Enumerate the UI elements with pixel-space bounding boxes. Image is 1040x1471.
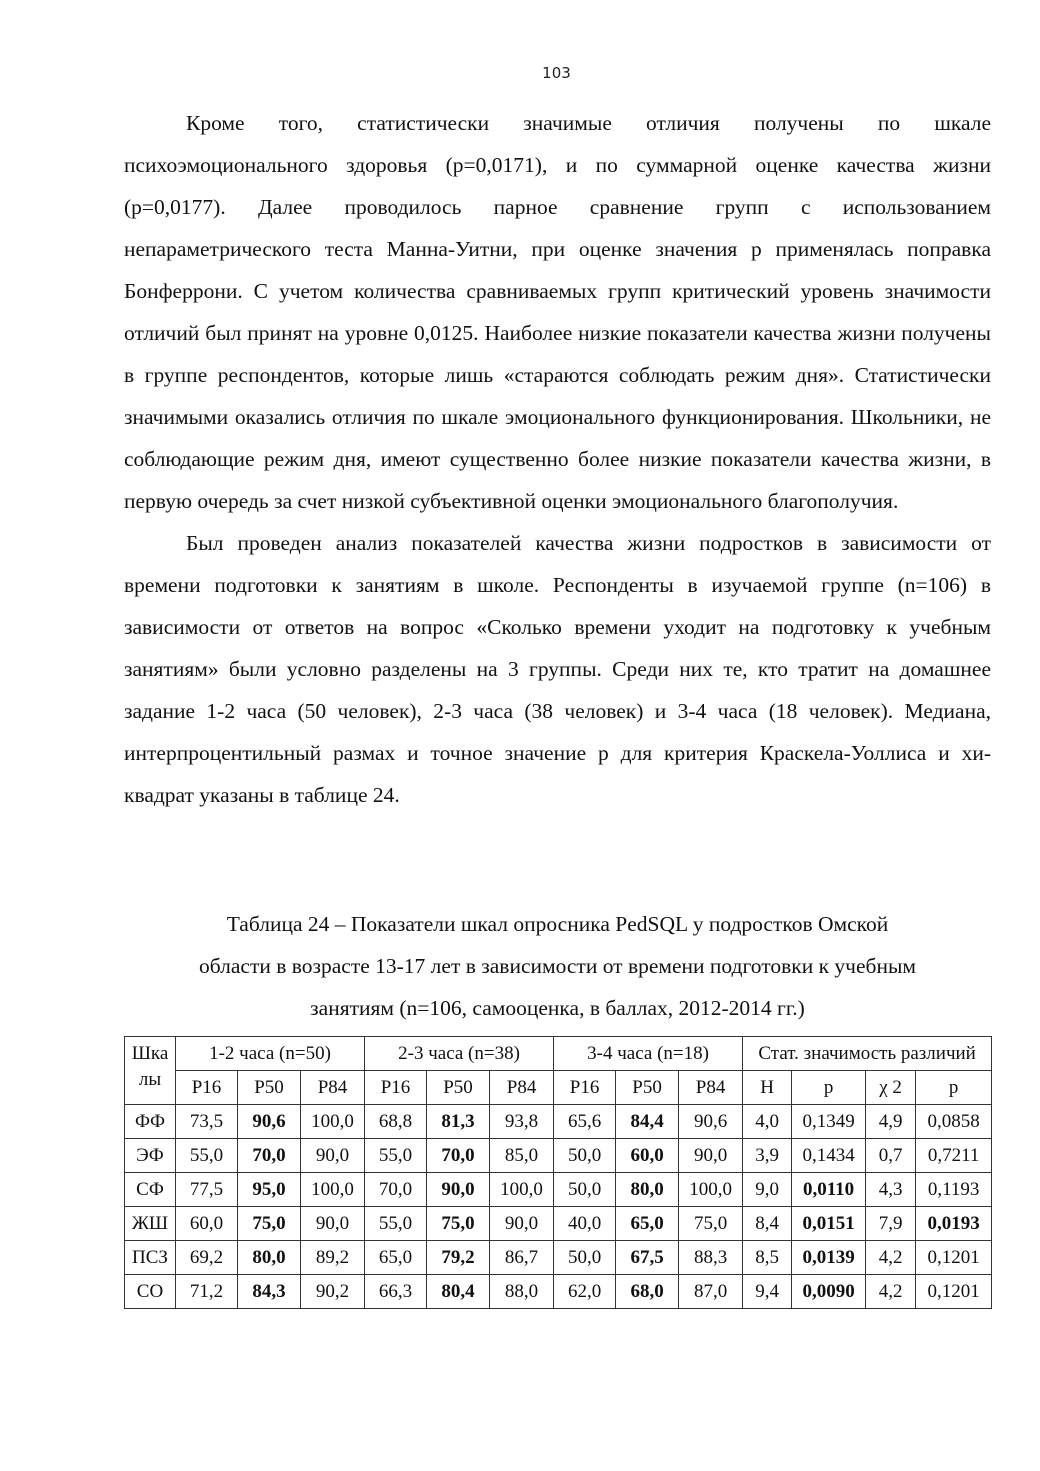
table-cell: 68,8: [365, 1105, 427, 1139]
table-cell: 0,0139: [792, 1241, 866, 1275]
table-cell: 100,0: [301, 1173, 365, 1207]
subheader-cell: P84: [490, 1071, 554, 1105]
table-cell: 8,5: [743, 1241, 792, 1275]
table-cell: 62,0: [554, 1275, 616, 1309]
table-cell: 67,5: [616, 1241, 679, 1275]
table-cell: 65,0: [365, 1241, 427, 1275]
table-header-row: [125, 1037, 992, 1071]
table-cell: 84,3: [238, 1275, 301, 1309]
table-cell: 0,1193: [916, 1173, 992, 1207]
subheader-cell: P16: [554, 1071, 616, 1105]
table-caption: [124, 903, 991, 1029]
table-cell: 88,3: [679, 1241, 743, 1275]
table-cell: 80,0: [238, 1241, 301, 1275]
table-cell: 93,8: [490, 1105, 554, 1139]
table-cell: 90,0: [301, 1207, 365, 1241]
paragraph-2: Был проведен анализ показателей качества жизни подростков в зависимости от времени подготовки к занятиям в школе. Респонденты в изучаемой группе (n=106) в зависимости от ответов на вопрос «Сколько времени уходит на подготовку к учебным занятиям» были условно разделены на 3 группы. Среди них те, кто тратит на домашнее задание 1-2 часа (50 человек), 2-3 часа (38 человек) и 3-4 часа (18 человек). Медиана, интерпроцентильный размах и точное значение p для критерия Краскела-Уоллиса и хи-квадрат указаны в таблице 24.: [124, 531, 991, 807]
table-cell: 100,0: [490, 1173, 554, 1207]
table-cell: 75,0: [679, 1207, 743, 1241]
table-cell: 73,5: [176, 1105, 238, 1139]
table-row: [125, 1207, 992, 1241]
table-cell: 4,2: [866, 1275, 916, 1309]
group-header-2-3h: 2-3 часа (n=38): [365, 1037, 554, 1071]
table-cell: 0,1434: [792, 1139, 866, 1173]
row-scale-cell: ФФ: [125, 1105, 176, 1139]
table-cell: 0,1201: [916, 1241, 992, 1275]
table-cell: 71,2: [176, 1275, 238, 1309]
subheader-cell: P50: [238, 1071, 301, 1105]
table-cell: 81,3: [427, 1105, 490, 1139]
subheader-cell: P50: [427, 1071, 490, 1105]
table-cell: 9,0: [743, 1173, 792, 1207]
table-cell: 69,2: [176, 1241, 238, 1275]
table-cell: 4,0: [743, 1105, 792, 1139]
table-caption-line-1: Таблица 24 – Показатели шкал опросника PedSQL у подростков Омской: [226, 912, 889, 936]
table-row: [125, 1139, 992, 1173]
table-cell: 60,0: [176, 1207, 238, 1241]
row-scale-cell: ЭФ: [125, 1139, 176, 1173]
row-scale-cell: ПСЗ: [125, 1241, 176, 1275]
table-cell: 90,0: [490, 1207, 554, 1241]
data-table: [124, 1036, 992, 1309]
table-cell: 0,7211: [916, 1139, 992, 1173]
table-cell: 0,0151: [792, 1207, 866, 1241]
subheader-cell: p: [792, 1071, 866, 1105]
scale-header-line-2: лы: [138, 1069, 162, 1090]
table-cell: 50,0: [554, 1241, 616, 1275]
table-cell: 50,0: [554, 1173, 616, 1207]
group-header-1-2h: 1-2 часа (n=50): [176, 1037, 365, 1071]
table-cell: 3,9: [743, 1139, 792, 1173]
table-cell: 0,0193: [916, 1207, 992, 1241]
table-subheader-row: [125, 1071, 992, 1105]
table-row: [125, 1241, 992, 1275]
table-cell: 75,0: [238, 1207, 301, 1241]
table-cell: 4,9: [866, 1105, 916, 1139]
table-cell: 90,6: [238, 1105, 301, 1139]
table-cell: 70,0: [365, 1173, 427, 1207]
subheader-cell: p: [916, 1071, 992, 1105]
table-cell: 90,0: [679, 1139, 743, 1173]
table-cell: 7,9: [866, 1207, 916, 1241]
row-scale-cell: СФ: [125, 1173, 176, 1207]
table-row: [125, 1105, 992, 1139]
table-cell: 95,0: [238, 1173, 301, 1207]
table-cell: 65,6: [554, 1105, 616, 1139]
table-cell: 80,4: [427, 1275, 490, 1309]
table-cell: 100,0: [679, 1173, 743, 1207]
table-caption-line-2: области в возрасте 13-17 лет в зависимости от времени подготовки к учебным: [198, 954, 917, 978]
subheader-cell: P16: [176, 1071, 238, 1105]
table-cell: 100,0: [301, 1105, 365, 1139]
table-cell: 0,7: [866, 1139, 916, 1173]
scale-header-line-1: Шка: [131, 1043, 169, 1064]
table-cell: 70,0: [427, 1139, 490, 1173]
table-cell: 4,3: [866, 1173, 916, 1207]
subheader-cell: H: [743, 1071, 792, 1105]
group-header-3-4h: 3-4 часа (n=18): [554, 1037, 743, 1071]
table-caption-line-3: занятиям (n=106, самооценка, в баллах, 2012-2014 гг.): [310, 996, 805, 1020]
table-cell: 86,7: [490, 1241, 554, 1275]
table-cell: 65,0: [616, 1207, 679, 1241]
table-cell: 70,0: [238, 1139, 301, 1173]
table-cell: 89,2: [301, 1241, 365, 1275]
table-cell: 8,4: [743, 1207, 792, 1241]
table-cell: 66,3: [365, 1275, 427, 1309]
body-text: [124, 102, 991, 816]
subheader-cell: χ 2: [866, 1071, 916, 1105]
paragraph-1: Кроме того, статистически значимые отличия получены по шкале психоэмоционального здоровья (p=0,0171), и по суммарной оценке качества жизни (p=0,0177). Далее проводилось парное сравнение групп с использованием непараметрического теста Манна-Уитни, при оценке значения p применялась поправка Бонферрони. С учетом количества сравниваемых групп критический уровень значимости отличий был принят на уровне 0,0125. Наиболее низкие показатели качества жизни получены в группе респондентов, которые лишь «стараются соблюдать режим дня». Статистически значимыми оказались отличия по шкале эмоционального функционирования. Школьники, не соблюдающие режим дня, имеют существенно более низкие показатели качества жизни, в первую очередь за счет низкой субъективной оценки эмоционального благополучия.: [124, 111, 991, 513]
table-cell: 75,0: [427, 1207, 490, 1241]
row-scale-cell: ЖШ: [125, 1207, 176, 1241]
table-cell: 55,0: [176, 1139, 238, 1173]
table-cell: 85,0: [490, 1139, 554, 1173]
subheader-cell: P16: [365, 1071, 427, 1105]
subheader-cell: P84: [679, 1071, 743, 1105]
table-cell: 55,0: [365, 1139, 427, 1173]
table-cell: 80,0: [616, 1173, 679, 1207]
table-cell: 68,0: [616, 1275, 679, 1309]
table-cell: 84,4: [616, 1105, 679, 1139]
table-cell: 0,1201: [916, 1275, 992, 1309]
table-row: [125, 1173, 992, 1207]
table-row: [125, 1275, 992, 1309]
table-cell: 9,4: [743, 1275, 792, 1309]
table-cell: 60,0: [616, 1139, 679, 1173]
table-cell: 50,0: [554, 1139, 616, 1173]
table-cell: 90,0: [427, 1173, 490, 1207]
table-cell: 0,0090: [792, 1275, 866, 1309]
subheader-cell: P50: [616, 1071, 679, 1105]
table-cell: 88,0: [490, 1275, 554, 1309]
table-cell: 0,0858: [916, 1105, 992, 1139]
page-number: 103: [542, 64, 571, 82]
table-cell: 77,5: [176, 1173, 238, 1207]
scale-column-header: [125, 1037, 176, 1105]
subheader-cell: P84: [301, 1071, 365, 1105]
group-header-significance: Стат. значимость различий: [743, 1037, 992, 1071]
table-cell: 4,2: [866, 1241, 916, 1275]
row-scale-cell: СО: [125, 1275, 176, 1309]
table-cell: 87,0: [679, 1275, 743, 1309]
table-cell: 90,0: [301, 1139, 365, 1173]
table-cell: 55,0: [365, 1207, 427, 1241]
table-cell: 0,0110: [792, 1173, 866, 1207]
table-cell: 90,6: [679, 1105, 743, 1139]
table-cell: 40,0: [554, 1207, 616, 1241]
table-cell: 79,2: [427, 1241, 490, 1275]
table-cell: 90,2: [301, 1275, 365, 1309]
table-cell: 0,1349: [792, 1105, 866, 1139]
